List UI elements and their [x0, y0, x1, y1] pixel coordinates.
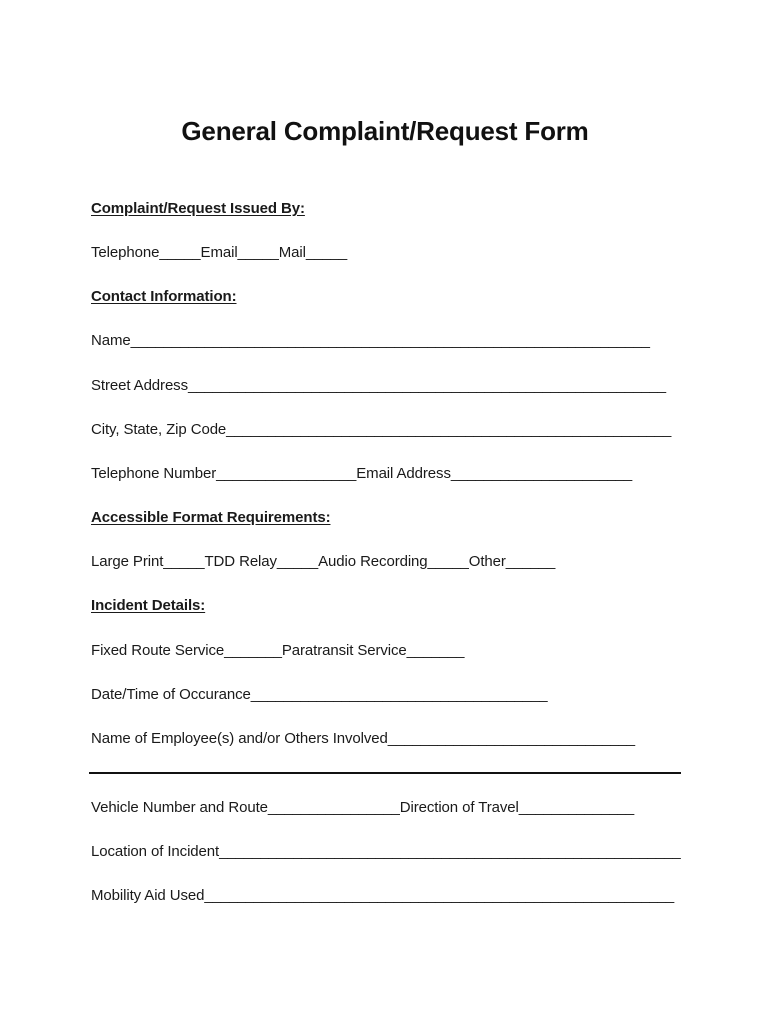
street-address-field[interactable]: Street Address__________________________________________________________	[91, 377, 667, 394]
vehicle-direction-field[interactable]: Vehicle Number and Route________________Direction of Travel______________	[91, 799, 635, 816]
issued-by-heading: Complaint/Request Issued By:	[91, 200, 305, 217]
date-time-field[interactable]: Date/Time of Occurance____________________________________	[91, 686, 548, 703]
accessible-format-field[interactable]: Large Print_____TDD Relay_____Audio Recording_____Other______	[91, 553, 556, 570]
telephone-email-field[interactable]: Telephone Number_________________Email Address______________________	[91, 465, 633, 482]
form-title: General Complaint/Request Form	[181, 116, 589, 146]
accessible-format-heading: Accessible Format Requirements:	[91, 509, 331, 526]
mobility-aid-field[interactable]: Mobility Aid Used_________________________________________________________	[91, 887, 675, 904]
name-field[interactable]: Name_______________________________________________________________	[91, 332, 650, 349]
incident-details-heading: Incident Details:	[91, 597, 206, 614]
separator-rule	[89, 772, 681, 774]
service-type-field[interactable]: Fixed Route Service_______Paratransit Service_______	[91, 642, 465, 659]
contact-information-heading: Contact Information:	[91, 288, 237, 305]
location-field[interactable]: Location of Incident________________________________________________________	[91, 843, 681, 860]
employees-involved-field[interactable]: Name of Employee(s) and/or Others Involved______________________________	[91, 730, 636, 747]
city-state-zip-field[interactable]: City, State, Zip Code______________________________________________________	[91, 421, 672, 438]
issued-by-field[interactable]: Telephone_____Email_____Mail_____	[91, 244, 348, 261]
